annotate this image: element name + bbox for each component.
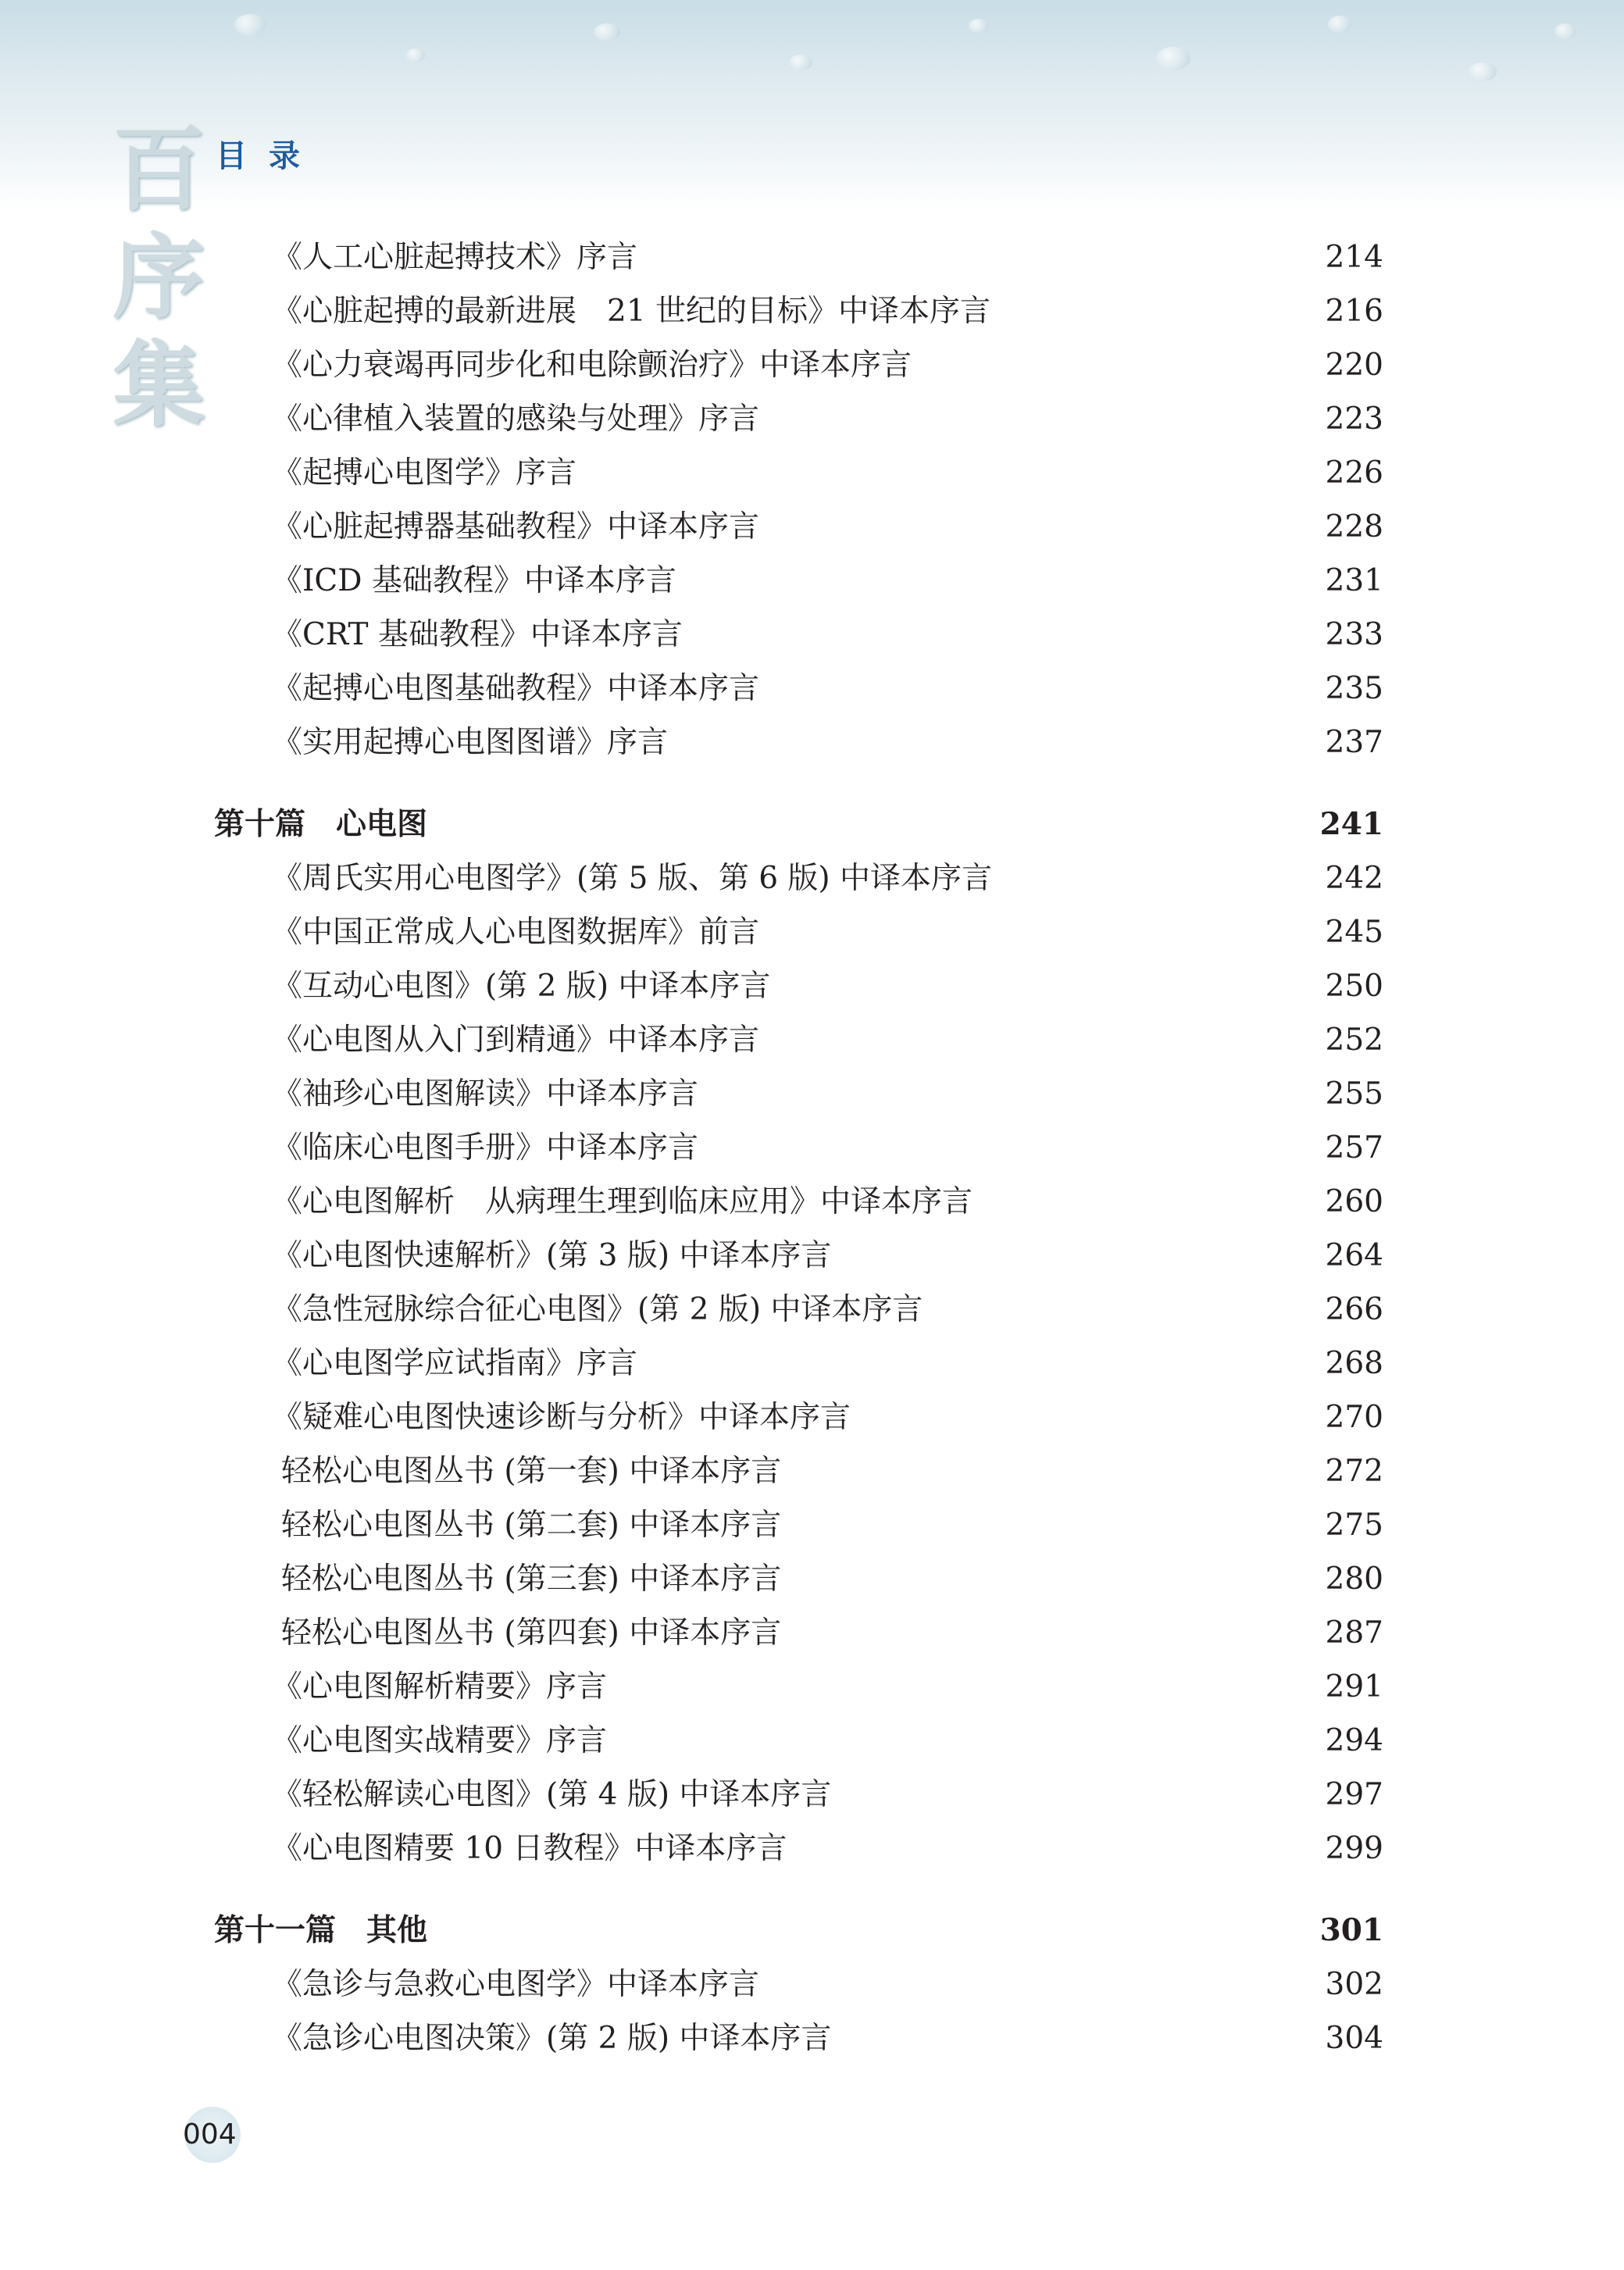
toc-entry-title: 《CRT 基础教程》中译本序言 — [272, 617, 683, 652]
toc-page-number: 270 — [1325, 1400, 1383, 1435]
toc-entry-title: 《人工心脏起搏技术》序言 — [272, 240, 638, 275]
toc-page-number: 287 — [1325, 1615, 1383, 1651]
toc-entry-title: 《心电图从入门到精通》中译本序言 — [272, 1023, 760, 1058]
toc-page-number: 260 — [1325, 1184, 1383, 1219]
water-drop-icon — [1469, 62, 1497, 81]
toc-page-number: 237 — [1325, 725, 1383, 760]
toc-page-number: 291 — [1325, 1669, 1383, 1704]
toc-page-number: 252 — [1325, 1023, 1383, 1058]
toc-entry-title: 《实用起搏心电图图谱》序言 — [272, 725, 669, 760]
toc-entry-row[interactable] — [0, 1822, 1624, 1876]
toc-page-number: 241 — [1319, 806, 1383, 842]
toc-entry-title: 轻松心电图丛书 (第三套) 中译本序言 — [281, 1562, 782, 1597]
toc-entry-row[interactable] — [0, 905, 1624, 959]
toc-page-number: 228 — [1325, 509, 1383, 544]
toc-page-number: 264 — [1325, 1238, 1383, 1273]
toc-page-number: 233 — [1325, 617, 1383, 652]
toc-entry-title: 《心脏起搏的最新进展 21 世纪的目标》中译本序言 — [272, 294, 991, 329]
toc-entry-row[interactable] — [0, 554, 1624, 608]
toc-entry-row[interactable] — [0, 284, 1624, 338]
toc-page-number: 235 — [1325, 671, 1383, 706]
book-title-char: 集 — [112, 330, 205, 439]
toc-entry-title: 《周氏实用心电图学》(第 5 版、第 6 版) 中译本序言 — [272, 861, 993, 896]
water-drop-icon — [789, 55, 812, 70]
water-drop-icon — [1554, 23, 1576, 39]
toc-page-number: 275 — [1325, 1508, 1383, 1543]
water-drop-icon — [1328, 16, 1351, 33]
toc-page-number: 268 — [1325, 1346, 1383, 1381]
toc-entry-title: 轻松心电图丛书 (第一套) 中译本序言 — [281, 1454, 782, 1489]
toc-entry-title: 《中国正常成人心电图数据库》前言 — [272, 915, 760, 950]
toc-page-number: 272 — [1325, 1454, 1383, 1489]
toc-entry-row[interactable] — [0, 1337, 1624, 1390]
toc-page-number: 280 — [1325, 1562, 1383, 1597]
water-drop-icon — [406, 48, 425, 62]
toc-entry-row[interactable] — [0, 1444, 1624, 1498]
toc-page-number: 231 — [1325, 563, 1383, 598]
toc-entry-row[interactable] — [0, 1121, 1624, 1175]
toc-entry-title: 《心力衰竭再同步化和电除颤治疗》中译本序言 — [272, 348, 912, 383]
toc-entry-row[interactable] — [0, 1498, 1624, 1552]
toc-entry-title: 《心电图学应试指南》序言 — [272, 1346, 638, 1381]
toc-entry-title: 《互动心电图》(第 2 版) 中译本序言 — [272, 969, 771, 1004]
toc-entry-row[interactable] — [0, 716, 1624, 769]
toc-page-number: 242 — [1325, 861, 1383, 896]
toc-page-number: 301 — [1319, 1912, 1383, 1948]
toc-entry-row[interactable] — [0, 1768, 1624, 1822]
book-title-char: 序 — [112, 223, 205, 331]
water-drop-icon — [234, 14, 266, 36]
toc-entry-row[interactable] — [0, 662, 1624, 716]
page-number: 004 — [183, 2118, 237, 2150]
toc-entry-title: 《心电图实战精要》序言 — [272, 1723, 608, 1758]
toc-entry-title: 《心电图精要 10 日教程》中译本序言 — [272, 1831, 787, 1866]
toc-page-number: 216 — [1325, 294, 1383, 329]
toc-entry-title: 《ICD 基础教程》中译本序言 — [272, 563, 676, 598]
toc-entry-row[interactable] — [0, 1013, 1624, 1067]
toc-entry-title: 《心律植入装置的感染与处理》序言 — [272, 402, 760, 437]
toc-entry-title: 《疑难心电图快速诊断与分析》中译本序言 — [272, 1400, 851, 1435]
toc-entry-row[interactable] — [0, 1283, 1624, 1337]
water-drop-icon — [594, 23, 620, 41]
toc-entry-row[interactable] — [0, 338, 1624, 392]
toc-section-row[interactable] — [0, 798, 1624, 851]
toc-entry-title: 《急诊与急救心电图学》中译本序言 — [272, 1967, 760, 2002]
toc-entry-row[interactable] — [0, 230, 1624, 284]
toc-entry-row[interactable] — [0, 1660, 1624, 1714]
toc-page-number: 255 — [1325, 1076, 1383, 1112]
toc-entry-row[interactable] — [0, 1390, 1624, 1444]
toc-entry-title: 《心电图快速解析》(第 3 版) 中译本序言 — [272, 1238, 832, 1273]
toc-page-number: 297 — [1325, 1777, 1383, 1812]
book-title-char: 百 — [112, 115, 205, 223]
toc-section-title: 第十一篇 其他 — [214, 1913, 428, 1948]
toc-entry-title: 《急诊心电图决策》(第 2 版) 中译本序言 — [272, 2021, 832, 2056]
toc-page-number: 245 — [1325, 915, 1383, 950]
toc-section-title: 第十篇 心电图 — [214, 807, 428, 842]
toc-page-number: 266 — [1325, 1292, 1383, 1327]
contents-heading: 目录 — [216, 138, 322, 174]
toc-entry-row[interactable] — [0, 446, 1624, 500]
toc-entry-row[interactable] — [0, 851, 1624, 905]
header-decorative-band — [0, 0, 1624, 211]
toc-entry-title: 《心电图解析精要》序言 — [272, 1669, 608, 1704]
toc-entry-title: 《临床心电图手册》中译本序言 — [272, 1130, 699, 1165]
toc-entry-title: 《心脏起搏器基础教程》中译本序言 — [272, 509, 760, 544]
toc-entry-row[interactable] — [0, 1067, 1624, 1121]
toc-entry-title: 《急性冠脉综合征心电图》(第 2 版) 中译本序言 — [272, 1292, 923, 1327]
toc-entry-row[interactable] — [0, 1175, 1624, 1229]
toc-page-number: 226 — [1325, 455, 1383, 491]
toc-entry-row[interactable] — [0, 608, 1624, 662]
toc-entry-title: 轻松心电图丛书 (第四套) 中译本序言 — [281, 1615, 782, 1651]
toc-entry-row[interactable] — [0, 1714, 1624, 1768]
toc-page-number: 257 — [1325, 1130, 1383, 1165]
toc-section-row[interactable] — [0, 1904, 1624, 1958]
toc-page-number: 299 — [1325, 1831, 1383, 1866]
toc-page-number: 223 — [1325, 402, 1383, 437]
toc-entry-row[interactable] — [0, 1606, 1624, 1660]
toc-entry-row[interactable] — [0, 500, 1624, 554]
toc-entry-row[interactable] — [0, 2011, 1624, 2065]
toc-entry-title: 《袖珍心电图解读》中译本序言 — [272, 1076, 699, 1112]
toc-entry-title: 轻松心电图丛书 (第二套) 中译本序言 — [281, 1508, 782, 1543]
water-drop-icon — [969, 19, 989, 33]
toc-entry-row[interactable] — [0, 392, 1624, 446]
toc-entry-row[interactable] — [0, 1958, 1624, 2011]
toc-entry-row[interactable] — [0, 1552, 1624, 1606]
toc-page-number: 214 — [1325, 240, 1383, 275]
toc-page-number: 294 — [1325, 1723, 1383, 1758]
toc-page-number: 250 — [1325, 969, 1383, 1004]
toc-entry-title: 《起搏心电图基础教程》中译本序言 — [272, 671, 760, 706]
toc-page-number: 302 — [1325, 1967, 1383, 2002]
water-drop-icon — [1156, 47, 1190, 70]
toc-entry-row[interactable] — [0, 1229, 1624, 1283]
toc-entry-row[interactable] — [0, 959, 1624, 1013]
toc-entry-title: 《心电图解析 从病理生理到临床应用》中译本序言 — [272, 1184, 973, 1219]
toc-entry-title: 《起搏心电图学》序言 — [272, 455, 577, 491]
toc-entry-title: 《轻松解读心电图》(第 4 版) 中译本序言 — [272, 1777, 832, 1812]
toc-page-number: 304 — [1325, 2021, 1383, 2056]
toc-page-number: 220 — [1325, 348, 1383, 383]
